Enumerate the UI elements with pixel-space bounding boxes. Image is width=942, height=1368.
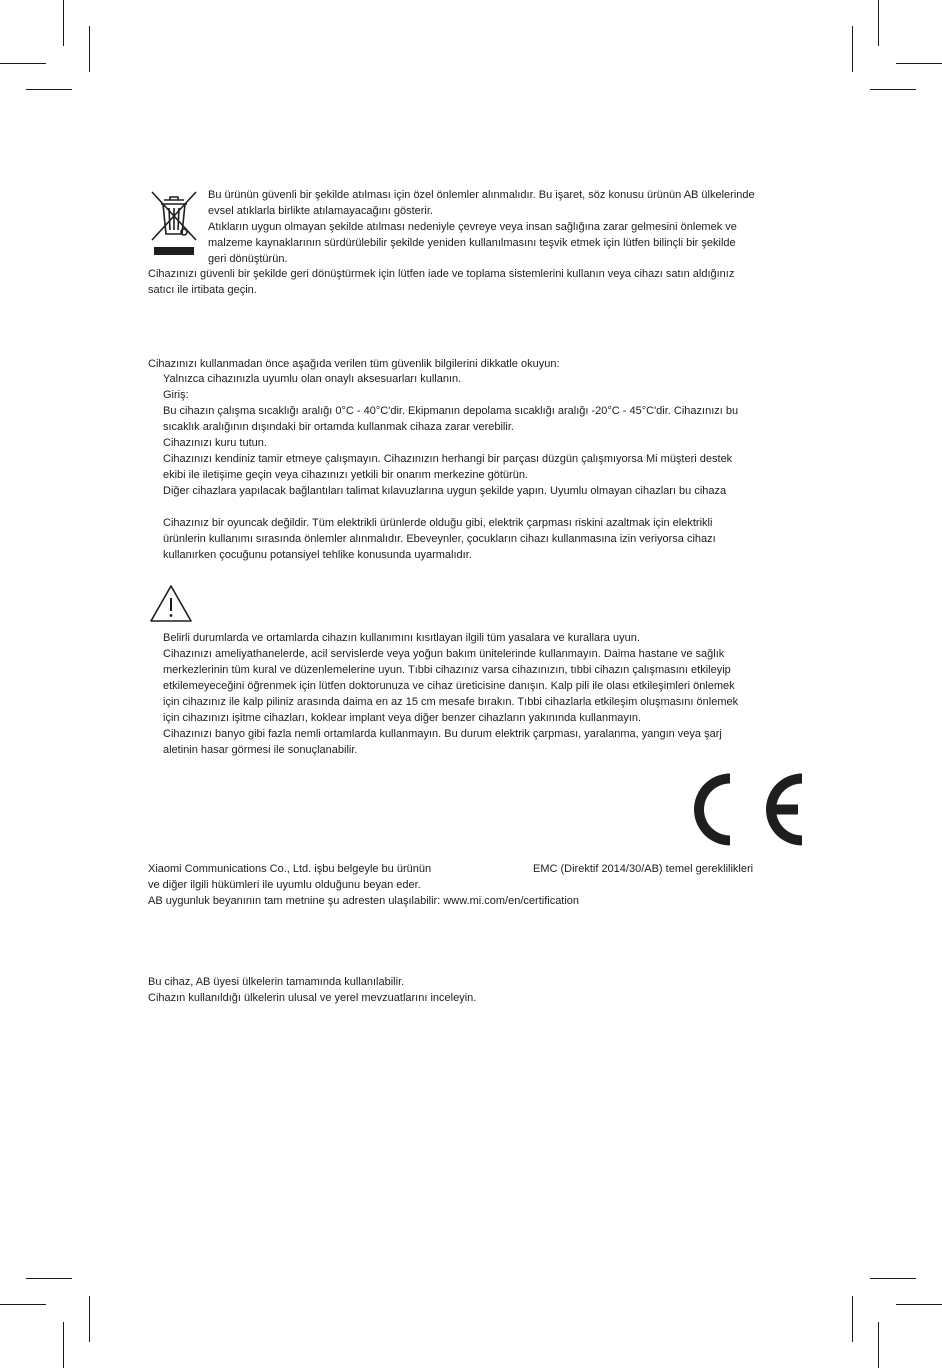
ce-declaration-line3: AB uygunluk beyanının tam metnine şu adresten ulaşılabilir: www.mi.com/en/certification: [148, 895, 580, 907]
eu-usage-line: Bu cihaz, AB üyesi ülkelerin tamamında kullanılabilir.: [148, 976, 405, 988]
weee-intro-text: [208, 187, 755, 267]
ce-mark-icon: [694, 771, 802, 849]
toy-line: ürünlerin kullanımı sırasında önlemler alınmalıdır. Ebeveynler, çocukların cihazı kullanmasına izin veriyorsa cihazı: [163, 533, 716, 545]
ce-declaration-line2: ve diğer ilgili hükümleri ile uyumlu olduğunu beyan eder.: [148, 879, 421, 891]
weee-intro-line: geri dönüştürün.: [208, 253, 288, 265]
warning-line: etkilemeyeceğini öğrenmek için lütfen doktorunuza ve cihaz üreticisine danışın. Kalp pili ile olası etkileşimleri önlemek: [163, 680, 735, 692]
crop-mark: [26, 89, 72, 90]
weee-intro-line: evsel atıklarla birlikte atılamayacağını gösterir.: [208, 205, 433, 217]
warning-triangle-icon: [149, 584, 193, 624]
crop-mark: [0, 1304, 46, 1305]
toy-line: Cihazınız bir oyuncak değildir. Tüm elektrikli ürünlerde olduğu gibi, elektrik çarpması riskini azaltmak için elektrikli: [163, 517, 713, 529]
weee-recycle-text: [148, 266, 734, 298]
safety-line: sıcaklık aralığının dışındaki bir ortamda kullanmak cihaza zarar verebilir.: [163, 421, 514, 433]
weee-intro-line: Atıkların uygun olmayan şekilde atılması nedeniyle çevreye veya insan sağlığına zarar gelmesini önlemek ve: [208, 221, 737, 233]
toy-line: kullanırken çocuğunu potansiyel tehlike konusunda uyarmalıdır.: [163, 549, 472, 561]
crop-mark: [896, 1304, 942, 1305]
safety-line: Yalnızca cihazınızla uyumlu olan onaylı aksesuarları kullanın.: [163, 373, 462, 385]
crop-mark: [89, 26, 90, 72]
warning-line: merkezlerinin tüm kural ve düzenlemelerine uyun. Tıbbi cihazınız varsa cihazınızın, tıbbi cihazın çalışmasını etkileyip: [163, 664, 731, 676]
crop-mark: [852, 26, 853, 72]
warning-line: için cihazınız ile kalp piliniz arasında daima en az 15 cm mesafe bırakın. Tıbbi cihazlarla etkileşim oluşmasını önlemek: [163, 696, 739, 708]
weee-recycle-line: Cihazınızı güvenli bir şekilde geri dönüştürmek için lütfen iade ve toplama sistemlerini kullanın veya cihazı satın aldığınız: [148, 268, 735, 280]
crop-mark: [63, 0, 64, 46]
eu-usage-text: [148, 974, 476, 1006]
crop-mark: [89, 1296, 90, 1342]
weee-intro-line: malzeme kaynaklarının sürdürülebilir şekilde yeniden kullanılmasını teşvik etmek için lütfen bilinçli bir şekilde: [208, 237, 736, 249]
crop-mark: [896, 63, 942, 64]
crop-mark: [63, 1322, 64, 1368]
safety-line: Cihazınızı kuru tutun.: [163, 437, 267, 449]
crossed-bin-icon: [148, 190, 200, 258]
warning-line: Cihazınızı banyo gibi fazla nemli ortamlarda kullanmayın. Bu durum elektrik çarpması, yaralanma, yangın veya şarj: [163, 728, 722, 740]
crop-mark: [0, 63, 46, 64]
safety-line: Diğer cihazlara yapılacak bağlantıları talimat kılavuzlarına uygun şekilde yapın. Uyumlu olmayan cihazları bu cihaza: [163, 485, 727, 497]
warning-list: [163, 630, 738, 758]
safety-line: Cihazınızı kendiniz tamir etmeye çalışmayın. Cihazınızın herhangi bir parçası düzgün çalışmıyorsa Mi müşteri destek: [163, 453, 733, 465]
ce-declaration-left: Xiaomi Communications Co., Ltd. işbu belgeyle bu ürünün: [148, 863, 432, 875]
weee-intro-line: Bu ürünün güvenli bir şekilde atılması için özel önlemler alınmalıdır. Bu işaret, söz konusu ürünün AB ülkelerinde: [208, 189, 755, 201]
crop-mark: [878, 0, 879, 46]
safety-list: [163, 371, 738, 563]
crop-mark: [870, 1278, 916, 1279]
safety-line: Giriş:: [163, 389, 189, 401]
weee-recycle-line: satıcı ile irtibata geçin.: [148, 284, 257, 296]
crop-mark: [852, 1296, 853, 1342]
safety-intro: Cihazınızı kullanmadan önce aşağıda verilen tüm güvenlik bilgilerini dikkatle okuyun:: [148, 358, 560, 370]
warning-line: Belirli durumlarda ve ortamlarda cihazın kullanımını kısıtlayan ilgili tüm yasalara ve kurallara uyun.: [163, 632, 640, 644]
warning-line: Cihazınızı ameliyathanelerde, acil servislerde veya yoğun bakım ünitelerinde kullanmayın. Daima hastane ve sağlık: [163, 648, 725, 660]
crop-mark: [26, 1278, 72, 1279]
eu-usage-line: Cihazın kullanıldığı ülkelerin ulusal ve yerel mevzuatlarını inceleyin.: [148, 992, 477, 1004]
warning-line: için cihazınızı işitme cihazları, koklear implant veya diğer benzer cihazların yakınında kullanmayın.: [163, 712, 642, 724]
safety-line: Bu cihazın çalışma sıcaklığı aralığı 0°C - 40°C'dir. Ekipmanın depolama sıcaklığı aralığı -20°C - 45°C'dir. Cihazınızı bu: [163, 405, 739, 417]
ce-declaration-right: EMC (Direktif 2014/30/AB) temel gereklilikleri: [533, 863, 754, 875]
safety-line: ekibi ile iletişime geçin veya cihazınızı yetkili bir onarım merkezine götürün.: [163, 469, 528, 481]
warning-line: aletinin hasar görmesi ile sonuçlanabilir.: [163, 744, 358, 756]
crop-mark: [878, 1322, 879, 1368]
crop-mark: [870, 89, 916, 90]
